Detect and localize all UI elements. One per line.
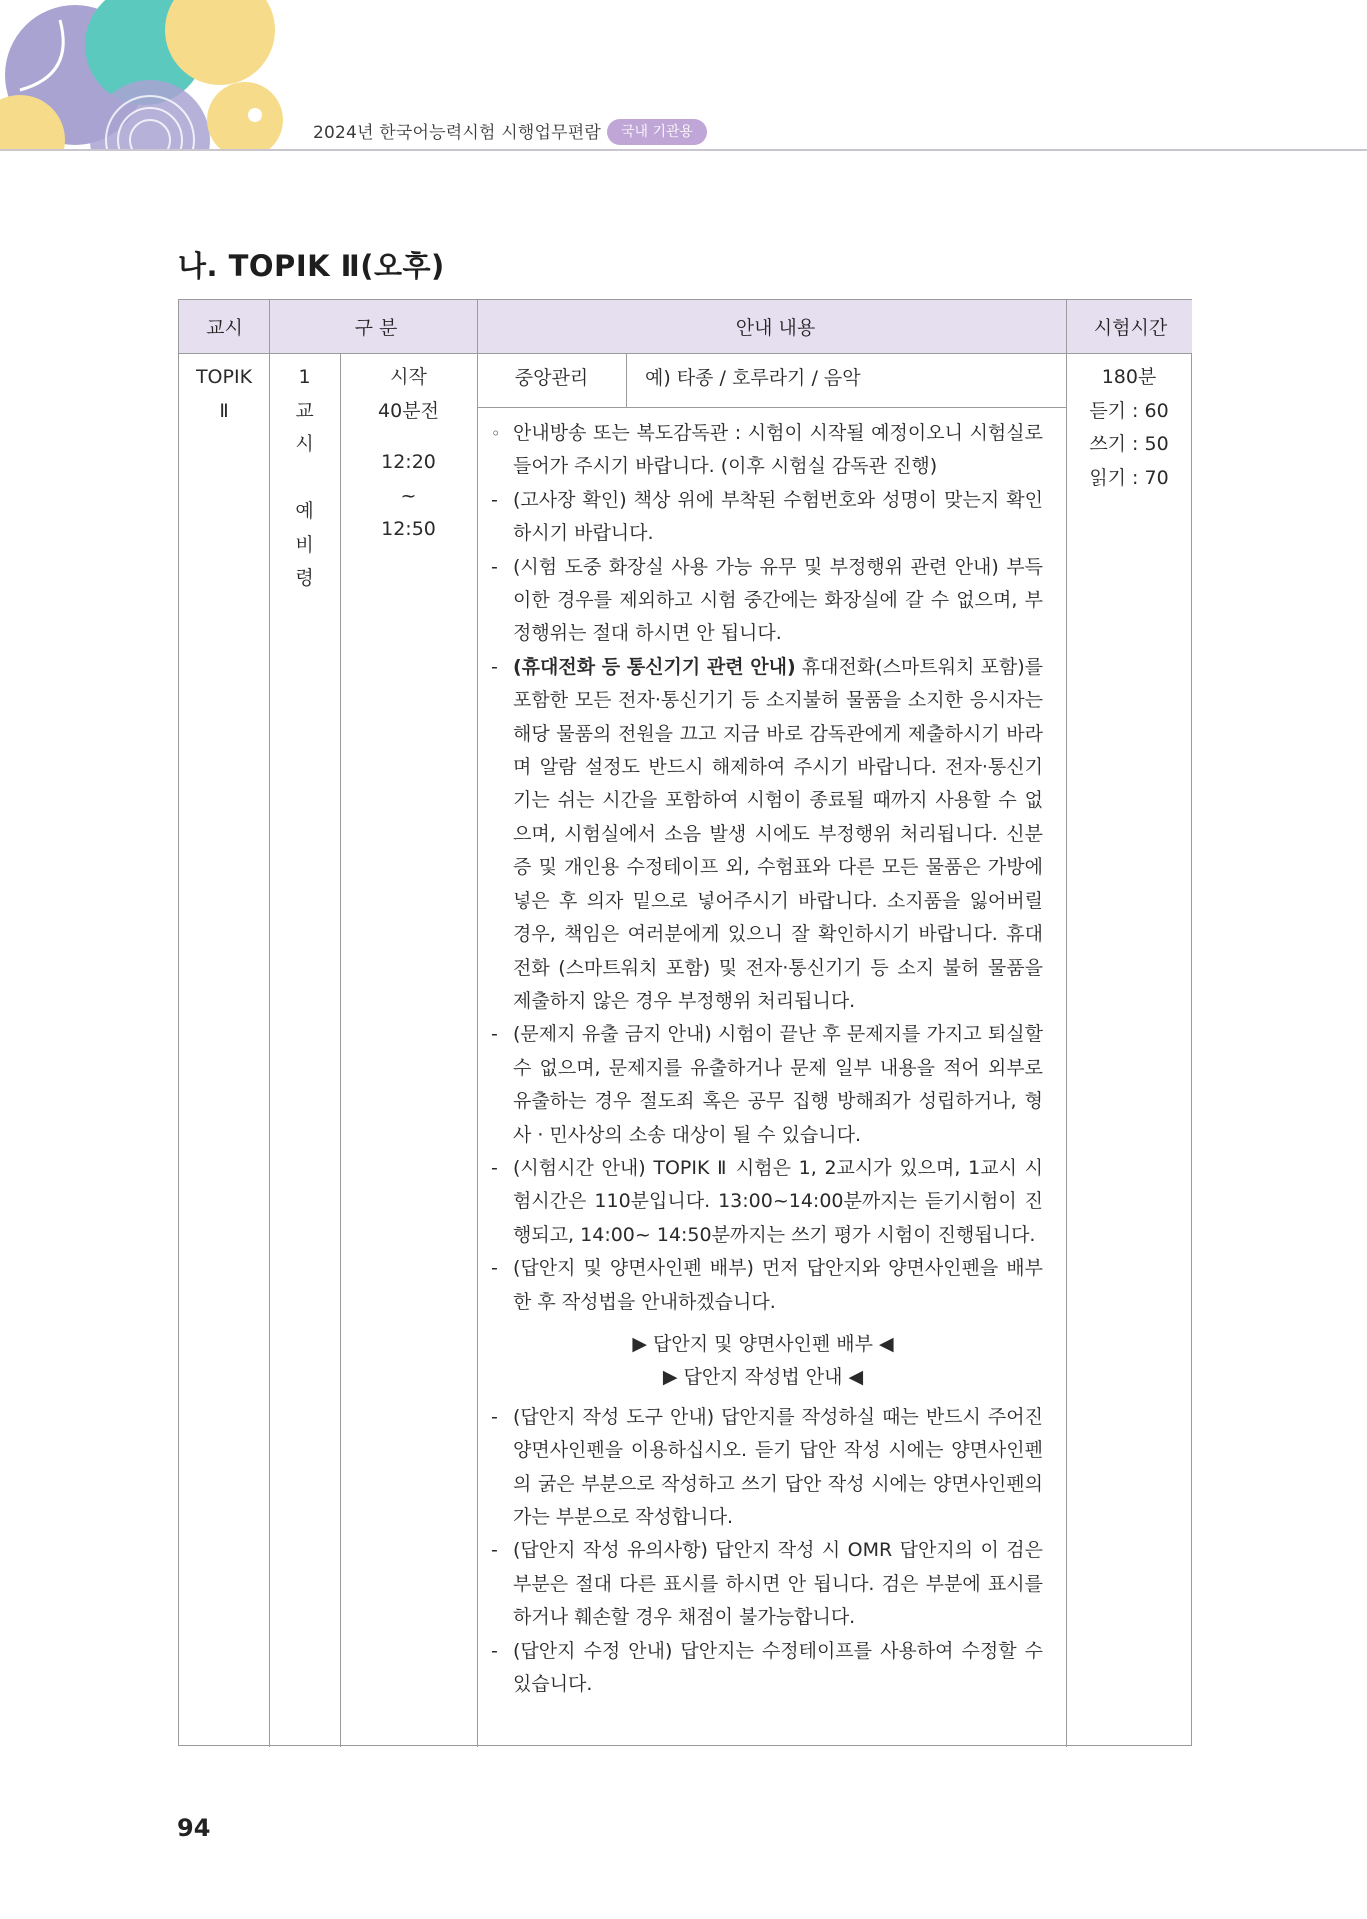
instruction-item (483, 1401, 1043, 1535)
row-divider (477, 407, 1066, 408)
bullet-marker: - (491, 488, 498, 511)
column-header-period: 교시 (179, 300, 270, 354)
audience-badge: 국내 기관용 (607, 119, 707, 145)
session-char: 시 (295, 433, 314, 455)
session-char: 교 (295, 399, 314, 422)
notice-distribute: ▶ 답안지 및 양면사인펜 배부 ◀ (632, 1332, 894, 1355)
period-level: Ⅱ (219, 399, 229, 422)
instruction-text: (답안지 및 양면사인펜 배부) 먼저 답안지와 양면사인펜을 배부한 후 작성법을 안내하겠습니다. (513, 1257, 1043, 1313)
instruction-item (483, 1534, 1043, 1634)
timing-line: ~ (400, 484, 417, 507)
bullet-marker: - (491, 1639, 498, 1662)
header-decoration (0, 0, 300, 150)
timing-line: 시작 (390, 366, 427, 388)
management-value: 예) 타종 / 호루라기 / 음악 (645, 367, 861, 389)
timing-line: 12:50 (381, 518, 436, 540)
timing-cell (340, 361, 477, 547)
instruction-item (483, 551, 1043, 651)
section-title: 나. TOPIK Ⅱ(오후) (178, 249, 445, 283)
instruction-text: (답안지 작성 도구 안내) 답안지를 작성하실 때는 반드시 주어진 양면사인펜을 이용하십시오. 듣기 답안 작성 시에는 양면사인펜의 굵은 부분으로 작성하고 쓰기 답안 작성 시에는 양면사인펜의 가는 부분으로 작성합니다. (513, 1405, 1043, 1528)
column-header-exam-time: 시험시간 (1069, 300, 1192, 354)
instruction-item (483, 1635, 1043, 1702)
bullet-marker: - (491, 1023, 498, 1046)
exam-time-cell (1066, 361, 1192, 495)
instruction-item (483, 484, 1043, 551)
instruction-item (483, 1152, 1043, 1252)
header-divider (0, 149, 1367, 151)
instruction-item (483, 417, 1043, 484)
exam-time-listening: 듣기 : 60 (1089, 399, 1169, 422)
instruction-text: (답안지 작성 유의사항) 답안지 작성 시 OMR 답안지의 이 검은 부분은 절대 다른 표시를 하시면 안 됩니다. 검은 부분에 표시를 하거나 훼손할 경우 채점이 불가능합니다. (513, 1539, 1043, 1629)
column-divider (1066, 300, 1067, 1747)
management-label: 중앙관리 (514, 367, 589, 389)
session-char: 예 (295, 500, 314, 522)
column-divider (477, 300, 478, 1747)
column-divider (626, 354, 627, 407)
period-cell (179, 361, 269, 428)
column-divider (340, 354, 341, 1747)
session-char: 1 (298, 366, 311, 388)
bullet-marker: - (491, 555, 498, 578)
instruction-text: (시험 도중 화장실 사용 가능 유무 및 부정행위 관련 안내) 부득이한 경우를 제외하고 시험 중간에는 화장실에 갈 수 없으며, 부정행위는 절대 하시면 안 됩니다. (513, 555, 1043, 645)
notice-guide: ▶ 답안지 작성법 안내 ◀ (662, 1366, 864, 1389)
exam-time-total: 180분 (1101, 366, 1157, 388)
timing-line (340, 428, 477, 446)
instruction-item (483, 1252, 1043, 1319)
period-label: TOPIK (195, 366, 253, 388)
instruction-item (483, 1018, 1043, 1152)
timing-line: 12:20 (381, 451, 436, 473)
instruction-text: 휴대전화(스마트워치 포함)를 포함한 모든 전자·통신기기 등 소지불허 물품을 소지한 응시자는 해당 물품의 전원을 끄고 지금 바로 감독관에게 제출하시기 바라며 알람 설정도 반드시 해제하여 주시기 바랍니다. 전자·통신기기는 쉬는 시간을 포함하여 시험이 종료될 때까지 사용할 수 없으며, 시험실에서 소음 발생 시에도 부정행위 처리됩니다. 신분증 및 개인용 수정테이프 외, 수험표와 다른 모든 물품은 가방에 넣은 후 의자 밑으로 넣어주시기 바랍니다. 소지품을 잃어버릴 경우, 책임은 여러분에게 있으니 잘 확인하시기 바랍니다. 휴대전화 (스마트워치 포함) 및 전자·통신기기 등 소지 불허 물품을 제출하지 않은 경우 부정행위 처리됩니다. (513, 655, 1043, 1012)
timing-line: 40분전 (378, 399, 439, 422)
instruction-list (483, 417, 1043, 1319)
instruction-text: (문제지 유출 금지 안내) 시험이 끝난 후 문제지를 가지고 퇴실할 수 없으며, 문제지를 유출하거나 문제 일부 내용을 적어 외부로 유출하는 경우 절도죄 혹은 공무 집행 방해죄가 성립하거나, 형사 · 민사상의 소송 대상이 될 수 있습니다. (513, 1023, 1043, 1146)
column-header-guidance: 안내 내용 (482, 300, 1069, 354)
page-number: 94 (177, 1814, 211, 1842)
instruction-text: (답안지 수정 안내) 답안지는 수정테이프를 사용하여 수정할 수 있습니다. (513, 1639, 1043, 1696)
document-title: 2024년 한국어능력시험 시행업무편람 (313, 123, 601, 143)
instruction-heading: (휴대전화 등 통신기기 관련 안내) (513, 655, 796, 678)
session-char (269, 462, 340, 496)
bullet-marker: - (491, 1156, 498, 1179)
column-header-category: 구 분 (270, 300, 482, 354)
session-cell (269, 361, 340, 596)
instruction-list (483, 1401, 1043, 1702)
bullet-marker: - (491, 1539, 498, 1562)
bullet-marker: - (491, 1405, 498, 1428)
session-char: 비 (295, 533, 314, 556)
procedure-table (178, 299, 1192, 1746)
instruction-text: (고사장 확인) 책상 위에 부착된 수험번호와 성명이 맞는지 확인하시기 바랍니다. (513, 488, 1043, 545)
session-char: 령 (295, 567, 314, 589)
exam-time-reading: 읽기 : 70 (1089, 466, 1169, 489)
bullet-marker: - (491, 655, 498, 678)
guidance-content (483, 417, 1043, 1701)
bullet-marker: - (491, 1257, 498, 1280)
center-notices (483, 1328, 1043, 1395)
instruction-item (483, 651, 1043, 1018)
instruction-text: 안내방송 또는 복도감독관 : 시험이 시작될 예정이오니 시험실로 들어가 주시기 바랍니다. (이후 시험실 감독관 진행) (513, 422, 1043, 478)
bullet-marker: ◦ (491, 424, 501, 443)
exam-time-writing: 쓰기 : 50 (1089, 433, 1169, 455)
instruction-text: (시험시간 안내) TOPIK Ⅱ 시험은 1, 2교시가 있으며, 1교시 시험시간은 110분입니다. 13:00~14:00분까지는 듣기시험이 진행되고, 14:00~ 14:50분까지는 쓰기 평가 시험이 진행됩니다. (513, 1156, 1043, 1246)
